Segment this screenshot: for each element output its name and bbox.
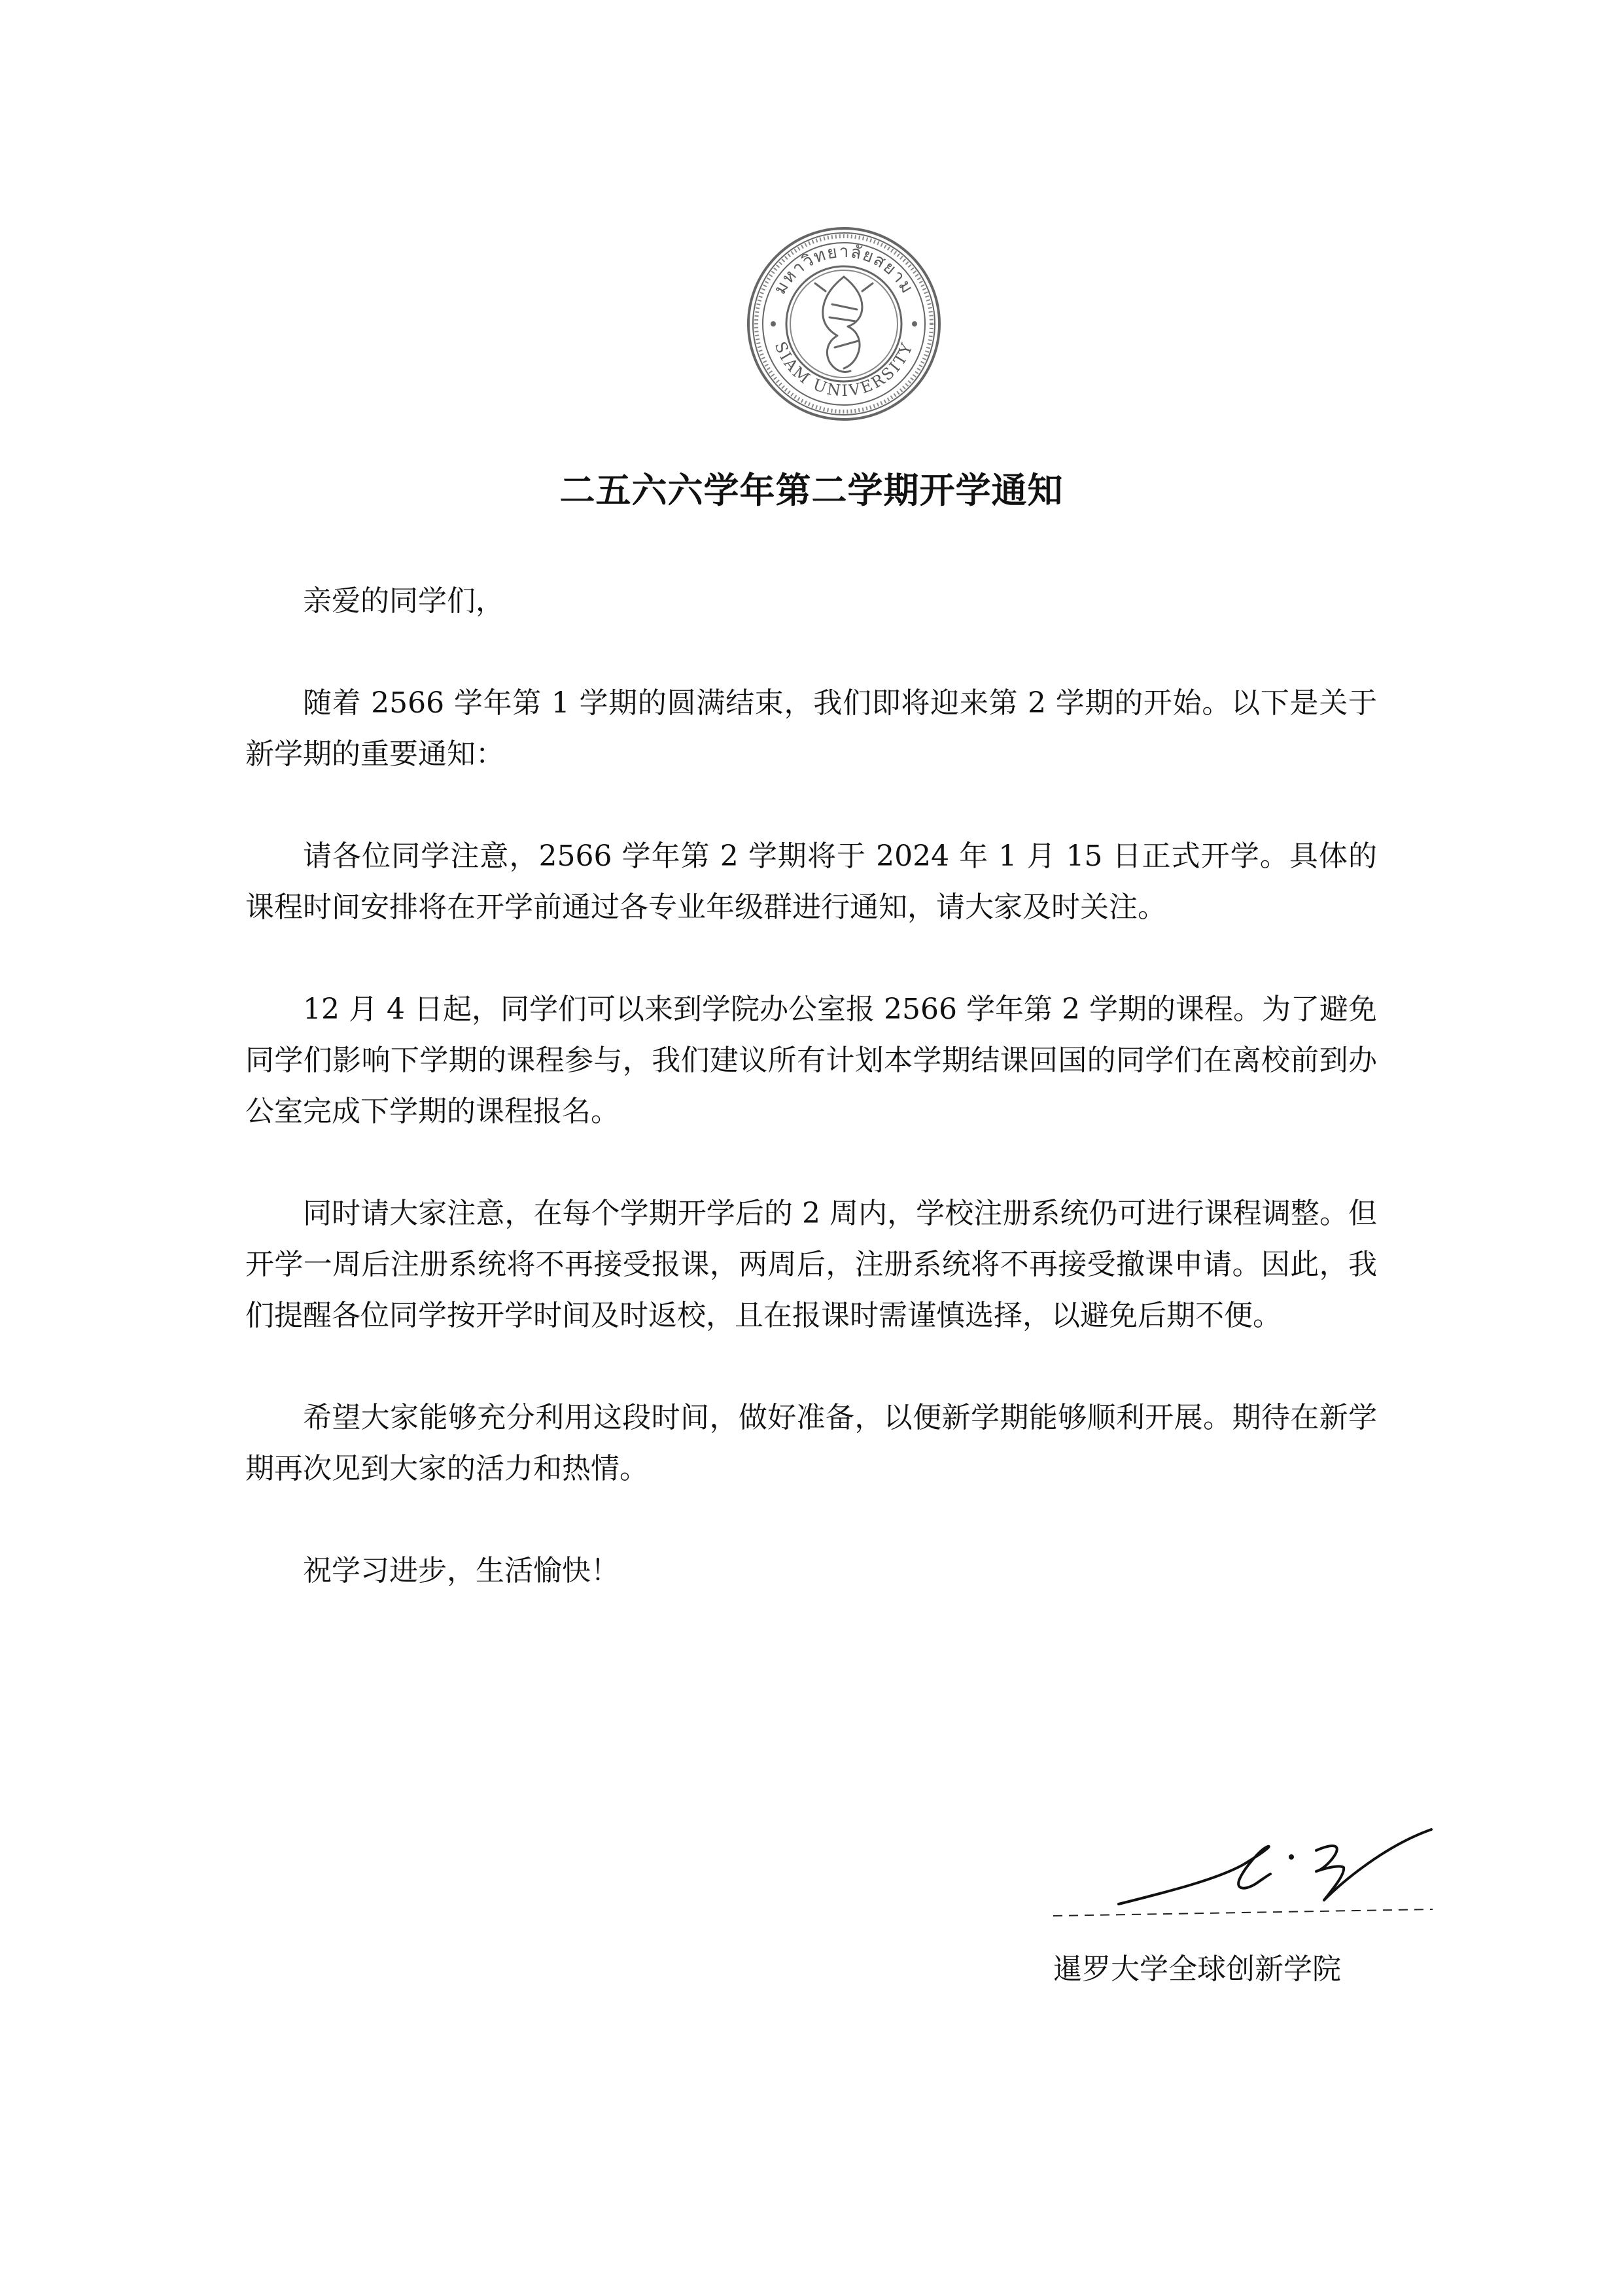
body-paragraph: 同时请大家注意，在每个学期开学后的 2 周内，学校注册系统仍可进行课程调整。但开学一周后注册系统将不再接受报课，两周后，注册系统将不再接受撤课申请。因此，我们提醒各位同学按开学时间及时返校，且在报课时需谨慎选择，以避免后期不便。 — [245, 1197, 1377, 1332]
svg-text:SIAM UNIVERSITY — [771, 339, 917, 400]
siam-university-seal — [746, 226, 942, 422]
closing: 祝学习进步，生活愉快！ — [303, 1554, 620, 1587]
handwritten-signature — [1047, 1819, 1439, 1917]
greeting: 亲爱的同学们， — [303, 584, 504, 618]
notice-title: 二五六六学年第二学期开学通知 — [559, 470, 1064, 511]
signer-name: 暹罗大学全球创新学院 — [1053, 1952, 1341, 1986]
seal-top-text: มหาวิทยาลัยสยาม — [770, 241, 918, 298]
seal-bottom-text: SIAM UNIVERSITY — [771, 339, 917, 400]
body-paragraph: 请各位同学注意，2566 学年第 2 学期将于 2024 年 1 月 15 日正式开学。具体的课程时间安排将在开学前通过各专业年级群进行通知，请大家及时关注。 — [245, 839, 1377, 924]
notice-body — [245, 576, 1377, 1648]
body-paragraph: 12 月 4 日起，同学们可以来到学院办公室报 2566 学年第 2 学期的课程。为了避免同学们影响下学期的课程参与，我们建议所有计划本学期结课回国的同学们在离校前到办公室完成下学期的课程报名。 — [245, 993, 1377, 1128]
body-paragraph: 希望大家能够充分利用这段时间，做好准备，以便新学期能够顺利开展。期待在新学期再次见到大家的活力和热情。 — [245, 1401, 1377, 1485]
body-paragraph: 随着 2566 学年第 1 学期的圆满结束，我们即将迎来第 2 学期的开始。以下是关于新学期的重要通知： — [245, 686, 1377, 771]
